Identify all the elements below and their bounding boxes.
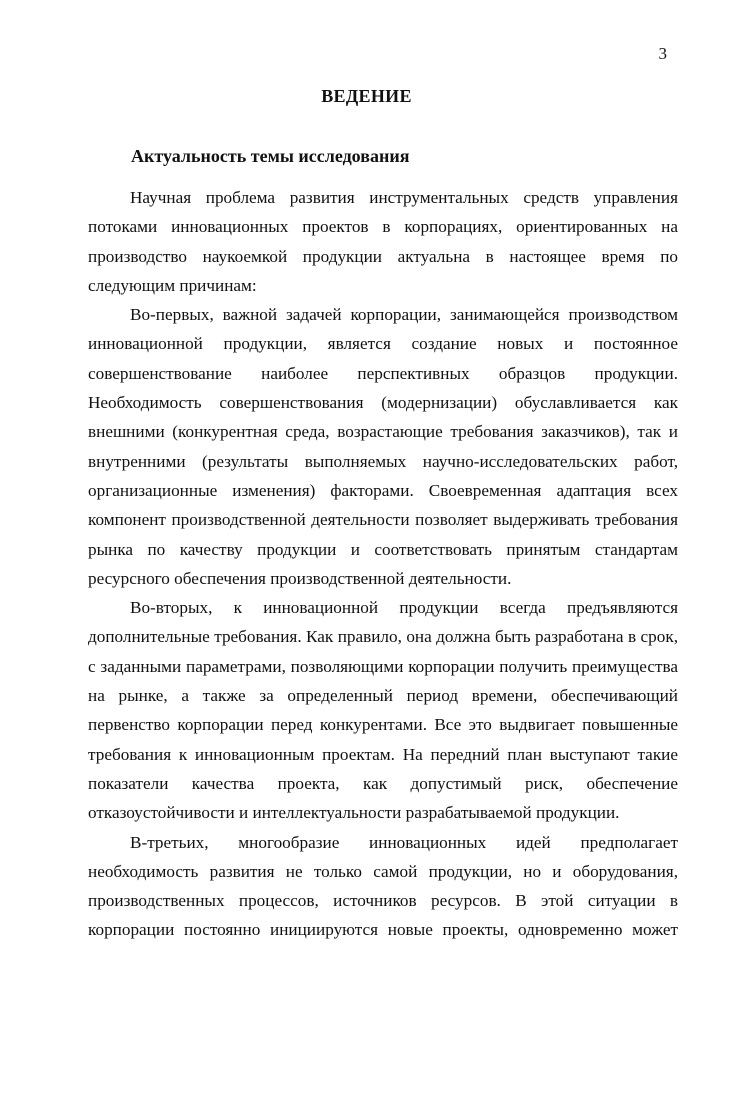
section-heading: Актуальность темы исследования [131, 146, 410, 166]
paragraph: Научная проблема развития инструментальных средств управления потоками инновационных проектов в корпорациях, ориентированных на производство наукоемкой продукции актуальна в настоящее время по следующим причинам: [88, 188, 678, 295]
chapter-title: ВЕДЕНИЕ [321, 86, 412, 106]
paragraph: В-третьих, многообразие инновационных идей предполагает необходимость развития не только самой продукции, но и оборудования, производственных процессов, источников ресурсов. В этой ситуации в корпорации постоянно инициируются новые проекты, одновременно может [88, 832, 678, 940]
body-text [88, 183, 678, 945]
paragraph: Во-вторых, к инновационной продукции всегда предъявляются дополнительные требования. Как правило, она должна быть разработана в срок, с заданными параметрами, позволяющими корпорации получить преимущества на рынке, а также за определенный период времени, обеспечивающий первенство корпорации перед конкурентами. Все это выдвигает повышенные требования к инновационным проектам. На передний план выступают такие показатели качества проекта, как допустимый риск, обеспечение отказоустойчивости и интеллектуальности разрабатываемой продукции. [88, 598, 678, 823]
page-number: 3 [658, 44, 667, 63]
paragraph: Во-первых, важной задачей корпорации, занимающейся производством инновационной продукции, является создание новых и постоянное совершенствование наиболее перспективных образцов продукции. Необходимость совершенствования (модернизации) обуславливается как внешними (конкурентная среда, возрастающие требования заказчиков), так и внутренними (результаты выполняемых научно-исследовательских работ, организационные изменения) факторами. Своевременная адаптация всех компонент производственной деятельности позволяет выдерживать требования рынка по качеству продукции и соответствовать принятым стандартам ресурсного обеспечения производственной деятельности. [88, 305, 678, 588]
